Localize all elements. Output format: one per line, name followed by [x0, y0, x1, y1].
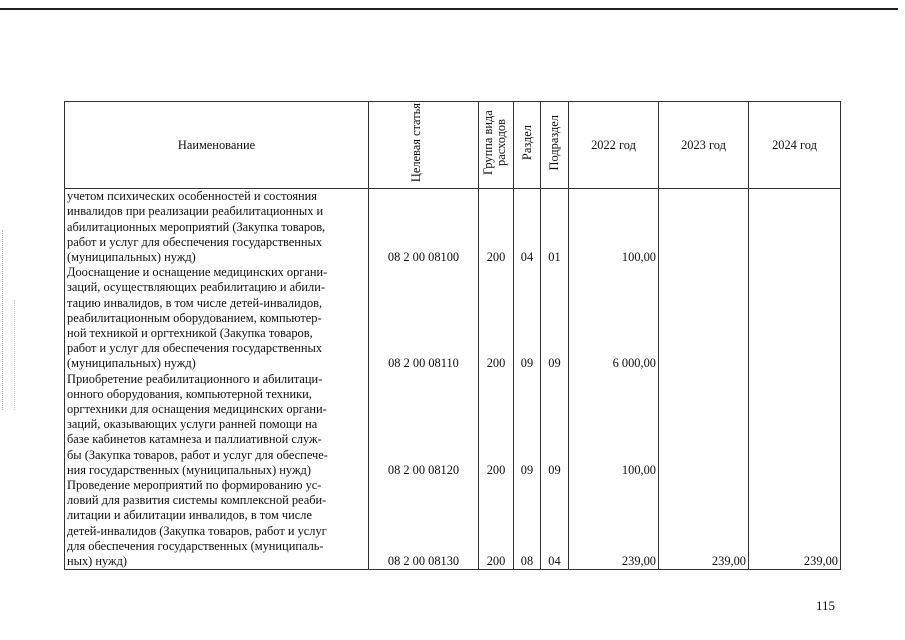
cell-target: 08 2 00 08110 [369, 265, 479, 371]
cell-target: 08 2 00 08130 [369, 478, 479, 570]
cell-y2022: 239,00 [569, 478, 659, 570]
row-name-line: тацию инвалидов, в том числе детей-инвалидов, [67, 295, 323, 310]
scan-margin-artifact-2 [14, 300, 19, 410]
cell-y2023 [659, 189, 749, 266]
cell-subsection: 09 [541, 265, 569, 371]
cell-group: 200 [479, 372, 514, 478]
cell-y2024 [749, 372, 841, 478]
row-name-line: ловий для развития системы комплексной реаби- [67, 493, 327, 508]
table-row [65, 478, 841, 570]
row-name-line: Проведение мероприятий по формированию ус- [67, 478, 322, 493]
row-name [65, 478, 369, 570]
budget-table [64, 101, 841, 570]
row-name-line: работ и услуг для обеспечения государственных [67, 234, 323, 249]
row-name-line: бы (Закупка товаров, работ и услуг для обеспече- [67, 447, 328, 462]
cell-section: 08 [514, 478, 541, 570]
cell-section: 04 [514, 189, 541, 266]
cell-y2023 [659, 265, 749, 371]
row-name-line: заций, оказывающих услуги ранней помощи на [67, 417, 318, 432]
table-row [65, 189, 841, 266]
scan-margin-artifact [2, 230, 7, 410]
row-name [65, 372, 369, 478]
cell-y2022: 6 000,00 [569, 265, 659, 371]
cell-subsection: 04 [541, 478, 569, 570]
cell-y2024 [749, 265, 841, 371]
table-row [65, 372, 841, 478]
cell-y2024 [749, 189, 841, 266]
header-2023: 2023 год [659, 102, 749, 189]
row-name [65, 265, 369, 371]
header-row [65, 102, 841, 189]
table-row [65, 265, 841, 371]
cell-subsection: 09 [541, 372, 569, 478]
header-name: Наименование [65, 102, 369, 189]
cell-y2022: 100,00 [569, 189, 659, 266]
page-number: 115 [816, 598, 836, 613]
header-section: Раздел [514, 102, 541, 189]
row-name [65, 189, 369, 266]
cell-subsection: 01 [541, 189, 569, 266]
row-name-line: ных) нужд) [67, 554, 128, 569]
cell-y2022: 100,00 [569, 372, 659, 478]
cell-group: 200 [479, 189, 514, 266]
cell-group: 200 [479, 478, 514, 570]
cell-y2024: 239,00 [749, 478, 841, 570]
header-subsection: Подраздел [541, 102, 569, 189]
header-2024: 2024 год [749, 102, 841, 189]
row-name-line: (муниципальных) нужд) [67, 250, 196, 265]
row-name-line: учетом психических особенностей и состояния [67, 189, 317, 204]
row-name-line: базе кабинетов катамнеза и паллиативной служ- [67, 432, 322, 447]
row-name-line: ной техникой и оргтехникой (Закупка товаров, [67, 326, 313, 341]
row-name-line: работ и услуг для обеспечения государственных [67, 341, 323, 356]
row-name-line: (муниципальных) нужд) [67, 356, 196, 371]
row-name-line: для обеспечения государственных (муниципаль- [67, 538, 324, 553]
cell-section: 09 [514, 372, 541, 478]
row-name-line: Дооснащение и оснащение медицинских органи- [67, 265, 328, 280]
row-name-line: инвалидов при реализации реабилитационных и [67, 204, 324, 219]
top-rule [0, 8, 898, 10]
row-name-line: ния государственных (муниципальных) нужд) [67, 462, 311, 477]
header-2022: 2022 год [569, 102, 659, 189]
cell-target: 08 2 00 08100 [369, 189, 479, 266]
row-name-line: абилитационных мероприятий (Закупка товаров, [67, 219, 326, 234]
row-name-line: онного оборудования, компьютерной техники, [67, 386, 312, 401]
header-target: Целевая статья [369, 102, 479, 189]
cell-target: 08 2 00 08120 [369, 372, 479, 478]
row-name-line: Приобретение реабилитационного и абилитаци- [67, 371, 323, 386]
row-name-line: реабилитационным оборудованием, компьютер- [67, 310, 322, 325]
row-name-line: оргтехники для оснащения медицинских органи- [67, 402, 327, 417]
cell-group: 200 [479, 265, 514, 371]
header-group: Группа вида расходов [479, 102, 514, 189]
row-name-line: литации и абилитации инвалидов, в том числе [67, 508, 312, 523]
cell-y2023: 239,00 [659, 478, 749, 570]
cell-y2023 [659, 372, 749, 478]
cell-section: 09 [514, 265, 541, 371]
row-name-line: заций, осуществляющих реабилитацию и абили- [67, 280, 325, 295]
row-name-line: детей-инвалидов (Закупка товаров, работ и услуг [67, 523, 327, 538]
